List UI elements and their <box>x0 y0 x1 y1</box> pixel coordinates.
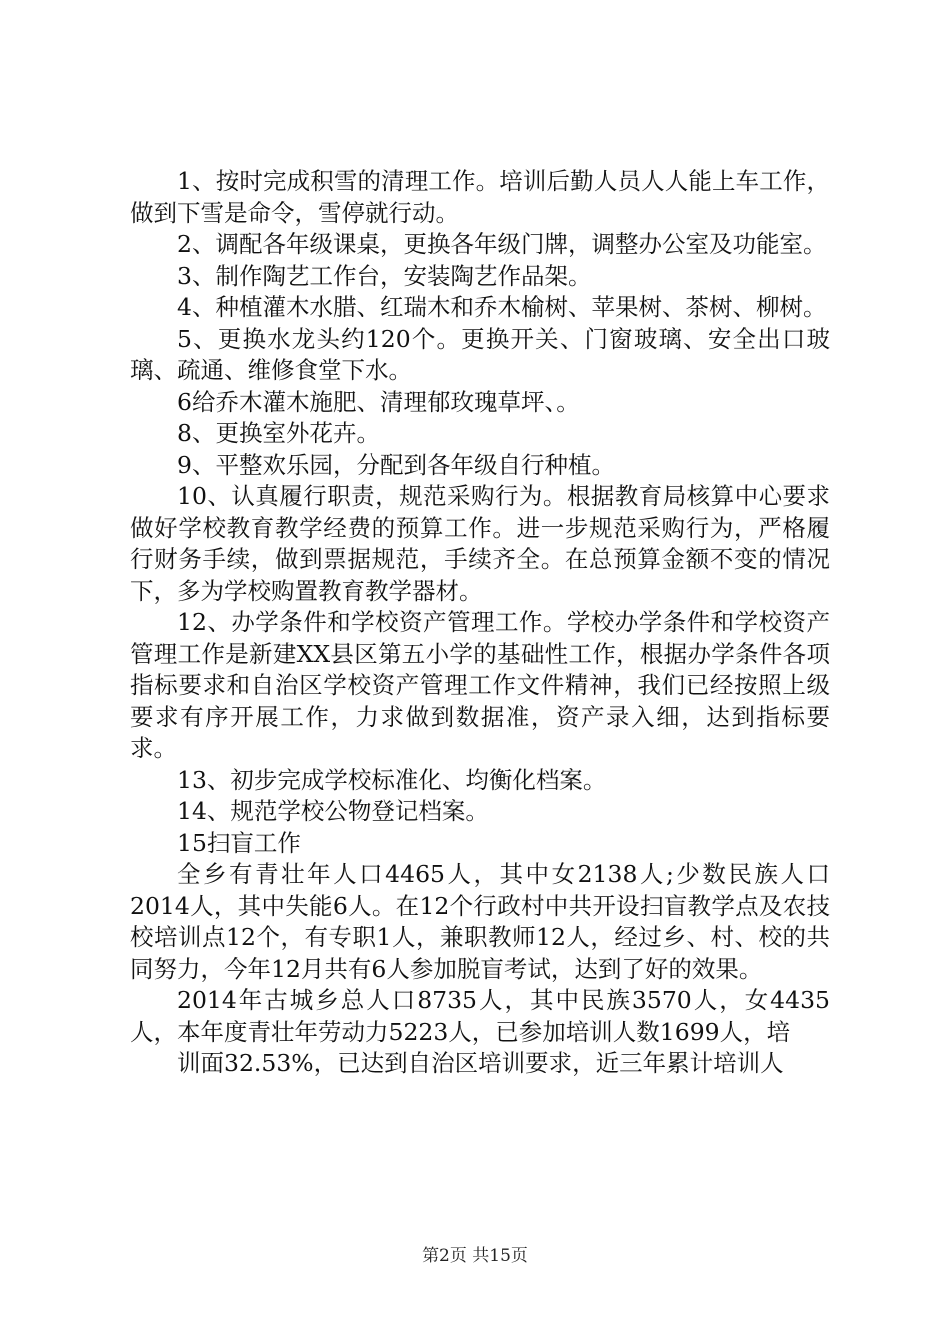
paragraph: 14、规范学校公物登记档案。 <box>177 797 489 825</box>
paragraph: 3、制作陶艺工作台，安装陶艺作品架。 <box>177 261 592 290</box>
page-number-footer: 第2页 共15页 <box>422 1246 528 1266</box>
paragraph: 13、初步完成学校标准化、均衡化档案。 <box>177 765 607 794</box>
paragraph: 8、更换室外花卉。 <box>177 419 380 447</box>
paragraph: 全乡有青壮年人口4465人，其中女2138人;少数民族人口2014人，其中失能6人。在12个行政村中共开设扫盲教学点及农技校培训点12个，有专职1人，兼职教师12人，经过乡、村、校的共同努力，今年12月共有6人参加脱盲考试，达到了好的效果。 <box>130 860 830 983</box>
paragraph: 2、调配各年级课桌，更换各年级门牌，调整办公室及功能室。 <box>177 230 827 258</box>
paragraph: 2014年古城乡总人口8735人，其中民族3570人，女4435人，本年度青壮年劳动力5223人，已参加培训人数1699人，培 <box>130 986 830 1046</box>
paragraph: 6给乔木灌木施肥、清理郁玫瑰草坪、。 <box>177 387 580 416</box>
section-heading: 15扫盲工作 <box>177 828 301 857</box>
paragraph: 训面32.53%，已达到自治区培训要求，近三年累计培训人 <box>177 1049 784 1077</box>
paragraph: 12、办学条件和学校资产管理工作。学校办学条件和学校资产管理工作是新建XX县区第五小学的基础性工作，根据办学条件各项指标要求和自治区学校资产管理工作文件精神，我们已经按照上级要求有序开展工作，力求做到数据准，资产录入细，达到指标要求。 <box>130 608 830 762</box>
paragraph: 1、按时完成积雪的清理工作。培训后勤人员人人能上车工作，做到下雪是命令，雪停就行动。 <box>130 167 830 227</box>
document-body <box>130 166 830 1080</box>
paragraph: 5、更换水龙头约120个。更换开关、门窗玻璃、安全出口玻璃、疏通、维修食堂下水。 <box>130 324 830 384</box>
paragraph: 10、认真履行职责，规范采购行为。根据教育局核算中心要求做好学校教育教学经费的预算工作。进一步规范采购行为，严格履行财务手续，做到票据规范，手续齐全。在总预算金额不变的情况下，多为学校购置教育教学器材。 <box>130 482 830 605</box>
paragraph: 4、种植灌木水腊、红瑞木和乔木榆树、苹果树、茶树、柳树。 <box>177 293 827 321</box>
paragraph: 9、平整欢乐园，分配到各年级自行种植。 <box>177 450 615 479</box>
